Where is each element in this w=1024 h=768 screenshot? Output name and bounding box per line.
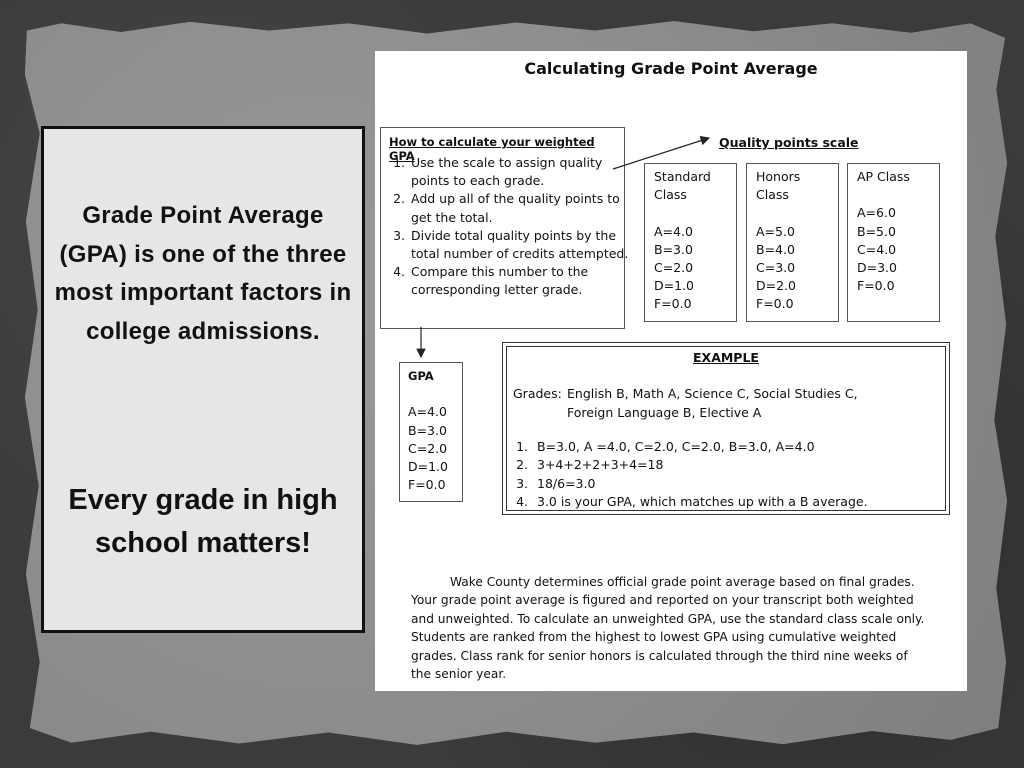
example-step: 3. 18/6=3.0	[532, 475, 868, 493]
howto-heading: How to calculate your weighted GPA	[389, 135, 595, 163]
gpa-scale-box	[399, 362, 463, 502]
howto-step: 3. Divide total quality points by the total number of credits attempted.	[409, 227, 631, 263]
howto-step: 1. Use the scale to assign quality points to each grade.	[409, 154, 631, 190]
gpa-scale-values: A=4.0 B=3.0 C=2.0 D=1.0 F=0.0	[408, 404, 448, 493]
grades-line: English B, Math A, Science C, Social Studies C,	[567, 386, 858, 401]
example-step: 4. 3.0 is your GPA, which matches up with a B average.	[532, 493, 868, 511]
scale-text: AP Class A=6.0 B=5.0 C=4.0 D=3.0 F=0.0	[857, 169, 910, 294]
example-step: 1. B=3.0, A =4.0, C=2.0, C=2.0, B=3.0, A=4.0	[532, 438, 868, 456]
example-steps	[512, 438, 868, 511]
example-grades	[513, 385, 858, 422]
wake-county-note: Wake County determines official grade point average based on final grades. Your grade point average is figured and reported on your transcript both weighted and unweighted. To calculate an unweighted GPA, use the standard class scale only. Students are ranked from the highest to lowest GPA using cumulative weighted grades. Class rank for senior honors is calculated through the third nine weeks of the senior year.	[411, 575, 925, 682]
grade-matters-text: Every grade in high school matters!	[68, 484, 338, 559]
handout-title: Calculating Grade Point Average	[524, 59, 818, 78]
howto-box	[380, 127, 629, 329]
honors-class-scale	[746, 163, 839, 322]
standard-class-scale	[644, 163, 737, 322]
scale-text: Honors Class A=5.0 B=4.0 C=3.0 D=2.0 F=0.0	[756, 169, 801, 312]
example-step: 2. 3+4+2+2+3+4=18	[532, 456, 868, 474]
gpa-intro-text: Grade Point Average (GPA) is one of the three most important factors in college admissions.	[54, 202, 352, 345]
gpa-handout	[375, 51, 967, 691]
howto-step: 4. Compare this number to the corresponding letter grade.	[409, 263, 631, 299]
example-heading: EXAMPLE	[693, 350, 759, 365]
grades-label: Grades:	[513, 386, 562, 401]
gpa-importance-card	[41, 126, 365, 633]
ap-class-scale	[847, 163, 940, 322]
scale-text: Standard Class A=4.0 B=3.0 C=2.0 D=1.0 F=0.0	[654, 169, 711, 312]
howto-step: 2. Add up all of the quality points to get the total.	[409, 190, 631, 226]
gpa-scale-header: GPA	[408, 369, 434, 383]
howto-steps	[389, 154, 631, 300]
quality-scale-label: Quality points scale	[719, 135, 859, 150]
grades-line: Foreign Language B, Elective A	[567, 404, 762, 420]
example-box	[502, 342, 950, 515]
